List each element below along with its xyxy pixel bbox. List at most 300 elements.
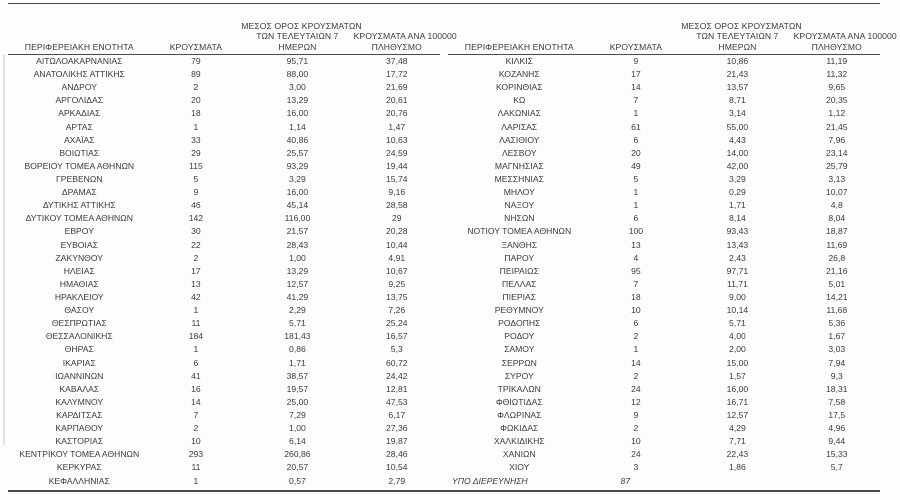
region-cell: ΑΙΤΩΛΟΑΚΑΡΝΑΝΙΑΣ	[36, 56, 123, 66]
cases-cell: 79	[191, 56, 201, 66]
region-cell: ΑΡΓΟΛΙΔΑΣ	[55, 95, 104, 106]
cases-cell: 115	[189, 160, 203, 171]
table-row	[8, 81, 440, 94]
table-row	[8, 186, 440, 199]
table-row	[8, 94, 440, 107]
per100k-cell: 2,79	[388, 475, 406, 486]
table-row	[8, 435, 440, 448]
table-row	[448, 317, 880, 330]
avg7-cell: 260,86	[284, 449, 311, 460]
per100k-cell: 7,94	[828, 357, 846, 368]
table-row	[448, 343, 880, 356]
table-row	[448, 225, 880, 238]
avg7-cell: 16,00	[286, 108, 309, 119]
table-row	[448, 383, 880, 396]
table-row	[8, 239, 440, 252]
per100k-cell: 5,01	[828, 278, 846, 289]
per100k-cell: 4,96	[828, 423, 846, 434]
table-row	[448, 357, 880, 370]
table-row	[8, 55, 440, 68]
table-row	[8, 212, 440, 225]
avg7-cell: 45,14	[286, 200, 309, 211]
scan-edge-artifact	[3, 55, 5, 445]
region-cell: ΙΩΑΝΝΙΝΩΝ	[55, 370, 104, 381]
per100k-cell: 28,46	[386, 449, 408, 460]
avg7-cell: 1,14	[289, 121, 306, 132]
avg7-cell: 22,43	[726, 449, 749, 460]
cases-cell: 17	[631, 69, 641, 80]
region-cell: ΞΑΝΘΗΣ	[501, 239, 538, 250]
avg7-cell: 38,57	[286, 370, 309, 381]
header-avg7-line1: ΜΕΣΟΣ ΟΡΟΣ ΚΡΟΥΣΜΑΤΩΝ	[681, 20, 802, 31]
table-row	[8, 160, 440, 173]
table-row	[8, 304, 440, 317]
table-row	[8, 252, 440, 265]
table-row	[448, 160, 880, 173]
avg7-cell: 19,57	[286, 383, 309, 394]
region-cell: ΥΠΟ ΔΙΕΡΕΥΝΗΣΗ	[452, 475, 528, 486]
avg7-cell: 2,29	[289, 305, 306, 316]
cases-cell: 61	[631, 121, 641, 132]
cases-cell: 10	[191, 436, 201, 447]
region-cell: ΚΕΦΑΛΛΗΝΙΑΣ	[48, 475, 110, 486]
cases-cell: 16	[191, 383, 201, 394]
region-cell: ΑΝΔΡΟΥ	[61, 82, 98, 93]
region-cell: ΕΒΡΟΥ	[64, 226, 94, 237]
per100k-cell: 14,21	[826, 291, 848, 302]
cases-cell: 9	[633, 56, 639, 66]
table-row	[8, 357, 440, 370]
cases-cell: 2	[633, 370, 639, 381]
region-cell: ΝΟΤΙΟΥ ΤΟΜΕΑ ΑΘΗΝΩΝ	[467, 226, 572, 237]
table-row	[8, 173, 440, 186]
region-cell: ΚΕΡΚΥΡΑΣ	[56, 462, 102, 473]
table-row	[448, 448, 880, 461]
avg7-cell: 95,71	[286, 56, 309, 66]
cases-cell: 2	[633, 423, 639, 434]
per100k-cell: 10,63	[386, 134, 408, 145]
per100k-cell: 25,79	[826, 160, 848, 171]
avg7-cell	[681, 475, 793, 488]
cases-cell: 184	[188, 331, 204, 342]
cases-cell: 6	[193, 357, 199, 368]
per100k-cell: 17,5	[828, 409, 846, 420]
per100k-cell: 9,3	[830, 370, 843, 381]
cases-cell: 42	[191, 291, 201, 302]
region-cell: ΘΑΣΟΥ	[64, 305, 95, 316]
region-cell: ΦΩΚΙΔΑΣ	[500, 423, 539, 434]
table-row	[8, 448, 440, 461]
per100k-cell: 28,58	[386, 200, 408, 211]
header-per100k-line2: ΠΛΗΘΥΣΜΟ	[371, 42, 422, 53]
per100k-cell: 20,76	[386, 108, 408, 119]
cases-cell: 13	[631, 239, 641, 250]
cases-cell: 14	[631, 357, 641, 368]
avg7-cell: 5,71	[729, 318, 746, 329]
avg7-cell: 55,00	[726, 121, 749, 132]
per100k-cell: 16,57	[386, 331, 408, 342]
avg7-cell: 97,71	[726, 265, 749, 276]
region-cell: ΔΡΑΜΑΣ	[61, 187, 97, 198]
region-cell: ΘΕΣΣΑΛΟΝΙΚΗΣ	[45, 331, 113, 342]
header-per100k-line1: ΚΡΟΥΣΜΑΤΑ ΑΝΑ 100000	[793, 31, 897, 42]
table-row	[8, 409, 440, 422]
region-cell: ΚΟΖΑΝΗΣ	[498, 69, 540, 80]
region-cell: ΕΥΒΟΙΑΣ	[60, 239, 98, 250]
avg7-cell: 8,71	[729, 95, 746, 106]
avg7-cell: 0,29	[729, 187, 746, 198]
region-cell: ΣΕΡΡΩΝ	[501, 357, 537, 368]
table-row	[8, 461, 440, 474]
cases-cell: 20	[631, 147, 641, 158]
region-cell: ΣΥΡΟΥ	[504, 370, 534, 381]
table-row	[448, 94, 880, 107]
avg7-cell: 10,14	[726, 305, 749, 316]
region-cell: ΛΑΡΙΣΑΣ	[501, 121, 538, 132]
per100k-cell: 8,04	[828, 213, 846, 224]
region-cell: ΒΟΡΕΙΟΥ ΤΟΜΕΑ ΑΘΗΝΩΝ	[24, 160, 135, 171]
header-per100k	[793, 31, 897, 53]
region-cell: ΙΚΑΡΙΑΣ	[62, 357, 96, 368]
region-cell: ΚΑΡΔΙΤΣΑΣ	[56, 409, 103, 420]
cases-cell: 87	[620, 475, 631, 486]
region-cell: ΛΑΣΙΘΙΟΥ	[499, 134, 540, 145]
table-row	[8, 199, 440, 212]
header-avg7-line3: ΗΜΕΡΩΝ	[278, 42, 317, 53]
cases-cell: 4	[633, 252, 639, 263]
header-cases: ΚΡΟΥΣΜΑΤΑ	[169, 42, 223, 53]
table-row	[448, 291, 880, 304]
region-cell: ΑΧΑΪΑΣ	[63, 134, 95, 145]
table-row	[8, 147, 440, 160]
per100k-cell: 23,14	[826, 147, 848, 158]
avg7-cell: 116,00	[284, 213, 311, 224]
table-row	[448, 199, 880, 212]
per100k-cell: 1,12	[828, 108, 846, 119]
avg7-cell: 0,57	[289, 475, 306, 486]
avg7-cell: 2,43	[729, 252, 746, 263]
cases-cell: 12	[631, 396, 641, 407]
avg7-cell: 3,00	[289, 82, 306, 93]
region-cell: ΚΩ	[513, 95, 526, 106]
table-row	[448, 107, 880, 120]
per100k-cell: 11,69	[826, 239, 848, 250]
per100k-cell: 19,87	[386, 436, 408, 447]
region-cell: ΧΙΟΥ	[509, 462, 530, 473]
header-avg7-line1: ΜΕΣΟΣ ΟΡΟΣ ΚΡΟΥΣΜΑΤΩΝ	[241, 20, 362, 31]
table-row	[448, 278, 880, 291]
region-cell: ΗΛΕΙΑΣ	[63, 265, 95, 276]
region-cell: ΝΗΣΩΝ	[504, 213, 535, 224]
region-cell: ΠΑΡΟΥ	[504, 252, 535, 263]
region-cell: ΔΥΤΙΚΗΣ ΑΤΤΙΚΗΣ	[42, 200, 116, 211]
cases-cell: 5	[193, 173, 199, 184]
cases-cell: 49	[631, 160, 641, 171]
per100k-cell: 5,7	[830, 462, 843, 473]
region-cell: ΝΑΞΟΥ	[504, 200, 535, 211]
cases-cell: 33	[191, 134, 201, 145]
region-cell: ΗΜΑΘΙΑΣ	[59, 278, 99, 289]
per100k-cell: 27,36	[386, 423, 408, 434]
per100k-cell: 21,16	[826, 265, 848, 276]
table-row	[448, 147, 880, 160]
per100k-cell: 3,13	[828, 173, 846, 184]
table-row	[8, 383, 440, 396]
avg7-cell: 21,57	[286, 226, 309, 237]
cases-cell: 30	[191, 226, 201, 237]
per100k-cell: 47,53	[386, 396, 408, 407]
header-per100k-line1: ΚΡΟΥΣΜΑΤΑ ΑΝΑ 100000	[353, 31, 457, 42]
table-row	[448, 55, 880, 68]
avg7-cell: 9,00	[729, 291, 746, 302]
header-per100k	[353, 31, 457, 53]
avg7-cell: 1,00	[289, 423, 306, 434]
cases-cell: 11	[191, 318, 201, 329]
top-rule	[8, 3, 880, 4]
per100k-cell: 11,68	[826, 305, 848, 316]
region-cell: ΚΑΡΠΑΘΟΥ	[55, 423, 104, 434]
per100k-cell: 20,61	[386, 95, 408, 106]
table-row	[8, 422, 440, 435]
table-row	[8, 291, 440, 304]
avg7-cell: 4,43	[729, 134, 746, 145]
per100k-cell: 11,32	[826, 69, 848, 80]
avg7-cell: 88,00	[286, 69, 309, 80]
cases-cell: 1	[193, 305, 199, 316]
table-row	[448, 330, 880, 343]
region-cell: ΡΟΔΟΥ	[504, 331, 535, 342]
cases-cell: 18	[191, 108, 201, 119]
avg7-cell: 41,29	[286, 291, 309, 302]
avg7-cell: 4,00	[729, 331, 746, 342]
per100k-cell: 19,44	[386, 160, 408, 171]
avg7-cell: 16,00	[286, 187, 309, 198]
region-cell: ΑΡΚΑΔΙΑΣ	[58, 108, 101, 119]
cases-cell: 5	[633, 173, 639, 184]
header-per100k-line2: ΠΛΗΘΥΣΜΟ	[811, 42, 862, 53]
per100k-cell: 13,75	[386, 291, 408, 302]
region-cell: ΜΑΓΝΗΣΙΑΣ	[494, 160, 544, 171]
per100k-cell: 24,42	[386, 370, 408, 381]
per100k-cell: 10,54	[386, 462, 408, 473]
table-row	[448, 121, 880, 134]
avg7-cell: 181,43	[284, 331, 311, 342]
table-row	[8, 68, 440, 81]
avg7-cell: 8,14	[729, 213, 746, 224]
bottom-rule	[8, 490, 880, 492]
table-row	[8, 121, 440, 134]
region-cell: ΚΟΡΙΝΘΙΑΣ	[495, 82, 543, 93]
table-row	[448, 409, 880, 422]
avg7-cell: 7,71	[729, 436, 746, 447]
region-cell: ΑΝΑΤΟΛΙΚΗΣ ΑΤΤΙΚΗΣ	[33, 69, 125, 80]
table-row	[448, 461, 880, 474]
cases-cell: 14	[191, 396, 201, 407]
cases-cell: 24	[631, 383, 641, 394]
region-cell: ΧΑΝΙΩΝ	[502, 449, 536, 460]
per100k-cell: 9,16	[388, 187, 406, 198]
region-cell: ΚΑΣΤΟΡΙΑΣ	[55, 436, 104, 447]
cases-cell: 1	[193, 344, 199, 355]
per100k-cell: 15,74	[386, 173, 408, 184]
region-cell: ΤΡΙΚΑΛΩΝ	[497, 383, 541, 394]
table-row	[8, 396, 440, 409]
cases-cell: 2	[193, 82, 199, 93]
per100k-cell: 4,8	[830, 200, 843, 211]
per100k-cell: 9,44	[828, 436, 846, 447]
avg7-cell: 13,57	[726, 82, 749, 93]
avg7-cell: 28,43	[286, 239, 309, 250]
region-cell: ΜΕΣΣΗΝΙΑΣ	[494, 173, 544, 184]
region-cell: ΧΑΛΚΙΔΙΚΗΣ	[493, 436, 545, 447]
table-row	[448, 239, 880, 252]
avg7-cell: 13,29	[286, 265, 309, 276]
table-row	[8, 370, 440, 383]
region-cell: ΚΑΒΑΛΑΣ	[59, 383, 100, 394]
header-avg7-line2: ΤΩΝ ΤΕΛΕΥΤΑΙΩΝ 7	[696, 31, 779, 42]
table-row	[8, 278, 440, 291]
per100k-cell	[794, 475, 880, 488]
header-cases: ΚΡΟΥΣΜΑΤΑ	[609, 42, 663, 53]
tables-container	[8, 14, 897, 488]
cases-cell: 1	[193, 475, 199, 486]
per100k-cell: 26,8	[828, 252, 846, 263]
cases-cell: 142	[188, 213, 204, 224]
header-avg7	[681, 20, 802, 53]
region-cell: ΛΑΚΩΝΙΑΣ	[497, 108, 541, 119]
cases-cell: 17	[191, 265, 201, 276]
per100k-cell: 9,25	[388, 278, 406, 289]
per100k-cell: 10,67	[386, 265, 408, 276]
per100k-cell: 21,69	[386, 82, 408, 93]
table-row	[8, 107, 440, 120]
avg7-cell: 10,86	[726, 56, 749, 66]
region-cell: ΦΘΙΩΤΙΔΑΣ	[495, 396, 543, 407]
cases-cell: 10	[631, 305, 641, 316]
table-right	[448, 14, 897, 488]
table-row	[448, 68, 880, 81]
cases-cell: 2	[193, 423, 199, 434]
avg7-cell: 11,71	[726, 278, 748, 289]
region-cell: ΘΕΣΠΡΩΤΙΑΣ	[51, 318, 107, 329]
avg7-cell: 1,86	[729, 462, 746, 473]
header-region: ΠΕΡΙΦΕΡΕΙΑΚΗ ΕΝΟΤΗΤΑ	[24, 42, 134, 53]
cases-cell: 7	[633, 278, 639, 289]
avg7-cell: 93,43	[726, 226, 749, 237]
region-cell: ΚΑΛΥΜΝΟΥ	[55, 396, 104, 407]
cases-cell: 29	[191, 147, 201, 158]
per100k-cell: 10,44	[386, 239, 408, 250]
table-row	[448, 212, 880, 225]
cases-cell: 1	[633, 200, 639, 211]
region-cell: ΣΑΜΟΥ	[504, 344, 535, 355]
table-row	[8, 343, 440, 356]
per100k-cell: 18,87	[826, 226, 848, 237]
cases-cell: 9	[193, 187, 199, 198]
cases-cell: 1	[633, 108, 639, 119]
table-row	[448, 370, 880, 383]
per100k-cell: 7,96	[828, 134, 846, 145]
per100k-cell: 5,3	[390, 344, 403, 355]
avg7-cell: 16,00	[726, 383, 749, 394]
table-row	[448, 304, 880, 317]
table-right-body	[448, 55, 880, 488]
per100k-cell: 15,33	[826, 449, 848, 460]
table-row	[448, 422, 880, 435]
avg7-cell: 12,57	[286, 278, 309, 289]
avg7-cell: 12,57	[726, 409, 749, 420]
avg7-cell: 6,14	[289, 436, 306, 447]
region-cell: ΑΡΤΑΣ	[65, 121, 93, 132]
table-row	[8, 225, 440, 238]
avg7-cell: 1,00	[289, 252, 306, 263]
per100k-cell: 5,36	[828, 318, 846, 329]
region-cell: ΓΡΕΒΕΝΩΝ	[56, 173, 103, 184]
avg7-cell: 5,71	[289, 318, 306, 329]
cases-cell: 293	[188, 449, 204, 460]
avg7-cell: 4,29	[729, 423, 746, 434]
avg7-cell: 2,00	[729, 344, 746, 355]
cases-cell: 2	[193, 252, 199, 263]
avg7-cell: 14,00	[726, 147, 749, 158]
region-cell: ΡΟΔΟΠΗΣ	[498, 318, 541, 329]
region-cell: ΠΕΛΛΑΣ	[502, 278, 537, 289]
table-row	[448, 173, 880, 186]
cases-cell: 100	[628, 226, 644, 237]
header-avg7-line3: ΗΜΕΡΩΝ	[718, 42, 757, 53]
cases-cell: 7	[633, 95, 639, 106]
avg7-cell: 40,86	[286, 134, 309, 145]
per100k-cell: 17,72	[386, 69, 408, 80]
region-cell: ΜΗΛΟΥ	[503, 187, 535, 198]
cases-cell: 6	[633, 134, 639, 145]
cases-cell: 13	[191, 278, 201, 289]
region-cell: ΠΕΙΡΑΙΩΣ	[499, 265, 539, 276]
table-row	[448, 134, 880, 147]
cases-cell: 18	[631, 291, 641, 302]
per100k-cell: 21,45	[826, 121, 848, 132]
per100k-cell: 3,03	[828, 344, 846, 355]
cases-cell: 11	[191, 462, 201, 473]
cases-cell: 3	[633, 462, 639, 473]
cases-cell: 1	[633, 344, 639, 355]
region-cell: ΗΡΑΚΛΕΙΟΥ	[54, 291, 104, 302]
per100k-cell: 10,07	[826, 187, 848, 198]
avg7-cell: 7,29	[289, 409, 306, 420]
per100k-cell: 9,65	[828, 82, 846, 93]
cases-cell: 7	[193, 409, 199, 420]
table-right-header	[448, 14, 897, 55]
avg7-cell: 21,43	[726, 69, 749, 80]
table-row	[8, 475, 440, 488]
cases-cell: 46	[191, 200, 201, 211]
table-row	[448, 186, 880, 199]
avg7-cell: 3,29	[729, 173, 746, 184]
region-cell: ΡΕΘΥΜΝΟΥ	[494, 305, 544, 316]
region-cell: ΠΙΕΡΙΑΣ	[502, 291, 537, 302]
cases-cell: 6	[633, 318, 639, 329]
table-left-body	[8, 55, 440, 488]
avg7-cell: 1,71	[289, 357, 306, 368]
cases-cell: 1	[193, 121, 199, 132]
region-cell: ΛΕΣΒΟΥ	[501, 147, 537, 158]
per100k-cell: 11,19	[826, 56, 848, 66]
avg7-cell: 15,00	[726, 357, 749, 368]
per100k-cell: 6,17	[388, 409, 406, 420]
region-cell: ΔΥΤΙΚΟΥ ΤΟΜΕΑ ΑΘΗΝΩΝ	[25, 213, 133, 224]
table-left-header	[8, 14, 457, 55]
cases-cell: 95	[631, 265, 641, 276]
